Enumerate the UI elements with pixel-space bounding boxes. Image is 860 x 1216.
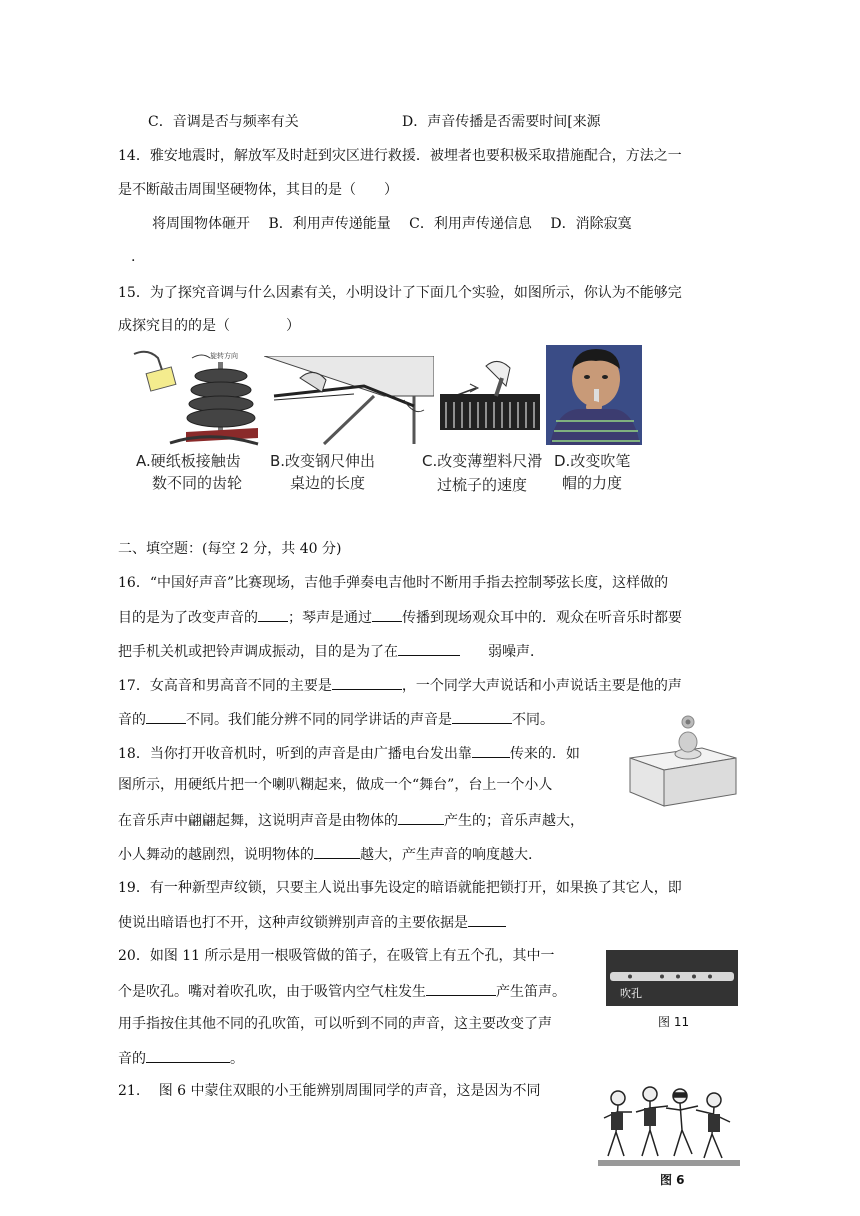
q15-line-2: 成探究目的的是（ ） [118,318,300,334]
figure-children-game [598,1082,740,1166]
q20-text-b: 产生笛声。 [496,984,566,1000]
q16-text-d: 把手机关机或把铃声调成振动，目的是为了在 [118,644,398,660]
q18-text-e: 小人舞动的越剧烈，说明物体的 [118,847,314,863]
q17-text-d: 不同。我们能分辨不同的同学讲话的声音是 [186,712,452,728]
blank[interactable] [372,606,402,622]
q16-line-1: 16．“中国好声音”比赛现场，吉他手弹奏电吉他时不断用手指去控制琴弦长度，这样做的 [118,575,669,591]
q14-line-2: 是不断敲击周围坚硬物体，其目的是（ ） [118,182,398,198]
blank[interactable] [398,640,460,656]
q17-text-b: ，一个同学大声说话和小声说话主要是他的声 [401,678,682,694]
q20-line-3: 用手指按住其他不同的孔吹笛，可以听到不同的声音，这主要改变了声 [118,1016,552,1032]
caption-d-line-2: 帽的力度 [562,474,623,492]
q18-text-b: 传来的．如 [509,746,580,762]
q14-dot: . [131,249,136,265]
caption-d-line-1: D.改变吹笔 [554,452,631,470]
q17-text-e: 不同。 [512,712,554,728]
q17-text-c: 音的 [118,712,146,728]
section-heading: 二、填空题：(每空 2 分，共 40 分) [118,541,342,557]
blank[interactable] [146,1047,230,1063]
figure-stage-box [622,708,740,808]
q19-line-2 [118,911,506,933]
q16-text-b: ；琴声是通过 [288,610,372,626]
q15-line-1: 15．为了探究音调与什么因素有关，小明设计了下面几个实验，如图所示，你认为不能够完 [118,285,682,301]
blank[interactable] [258,606,288,622]
blow-hole-label: 吹孔 [620,987,642,1000]
q18-text-d: 产生的；音乐声越大， [444,813,584,829]
q17-text-a: 17．女高音和男高音不同的主要是 [118,678,332,694]
q17-line-2 [118,708,554,730]
q16-line-3 [118,640,544,662]
rotation-label: 旋转方向 [210,352,238,360]
caption-b-line-2: 桌边的长度 [290,474,366,492]
q18-line-4 [118,843,532,865]
q16-text-a: 目的是为了改变声音的 [118,610,258,626]
caption-c-line-1: C.改变薄塑料尺滑 [422,452,543,470]
q18-text-f: 越大，产生声音的响度越大. [360,847,533,863]
q21-line-1: 21. 图 6 中蒙住双眼的小王能辨别周围同学的声音，这是因为不同 [118,1083,541,1099]
q20-line-1: 20．如图 11 所示是用一根吸管做的笛子，在吸管上有五个孔，其中一 [118,948,555,964]
q16-text-c: 传播到现场观众耳中的．观众在听音乐时都要 [402,610,682,626]
blank[interactable] [398,809,444,825]
caption-a-line-2: 数不同的齿轮 [152,474,243,492]
q13-option-d: D．声音传播是否需要时间[来源 [402,114,601,130]
blank[interactable] [472,742,510,758]
q18-line-3 [118,809,584,831]
caption-c-line-2: 过梳子的速度 [437,476,528,494]
figure-6-caption: 图 6 [660,1173,685,1187]
figure-steel-ruler [264,356,434,446]
blank[interactable] [468,911,506,927]
q20-text-a: 个是吹孔。嘴对着吹孔吹，由于吸管内空气柱发生 [118,984,426,1000]
figure-boy-blowing-pen-cap [546,345,642,445]
q19-text-a: 使说出暗语也打不开，这种声纹锁辨别声音的主要依据是 [118,915,468,931]
blank[interactable] [426,980,496,996]
figure-comb [436,356,542,444]
q20-text-c: 音的 [118,1051,146,1067]
q16-line-2 [118,606,682,628]
blank[interactable] [452,708,512,724]
blank[interactable] [314,843,360,859]
q17-line-1 [118,674,682,696]
figure-11-caption: 图 11 [658,1015,690,1029]
q18-line-1 [118,742,580,764]
q20-line-2 [118,980,566,1002]
q16-text-e: 弱噪声． [488,644,544,660]
blank[interactable] [146,708,186,724]
caption-a-line-1: A.硬纸板接触齿 [136,452,241,470]
q18-text-c: 在音乐声中翩翩起舞，这说明声音是由物体的 [118,813,398,829]
caption-b-line-1: B.改变钢尺伸出 [270,452,376,470]
q20-line-4 [118,1047,244,1069]
figure-straw-flute [606,950,738,1006]
q14-options: 将周围物体砸开 B．利用声传递能量 C．利用声传递信息 D．消除寂寞 [152,216,632,232]
blank[interactable] [332,674,402,690]
q18-text-a: 18．当你打开收音机时，听到的声音是由广播电台发出靠 [118,746,472,762]
q19-line-1: 19．有一种新型声纹锁，只要主人说出事先设定的暗语就能把锁打开，如果换了其它人，即 [118,880,682,896]
q20-text-d: 。 [230,1051,244,1067]
q13-option-c: C．音调是否与频率有关 [148,114,299,130]
q18-line-2: 图所示，用硬纸片把一个喇叭糊起来，做成一个“舞台”，台上一个小人 [118,777,553,793]
q14-line-1: 14．雅安地震时，解放军及时赶到灾区进行救援．被埋者也要积极采取措施配合，方法之一 [118,148,682,164]
figure-gears [130,348,262,448]
